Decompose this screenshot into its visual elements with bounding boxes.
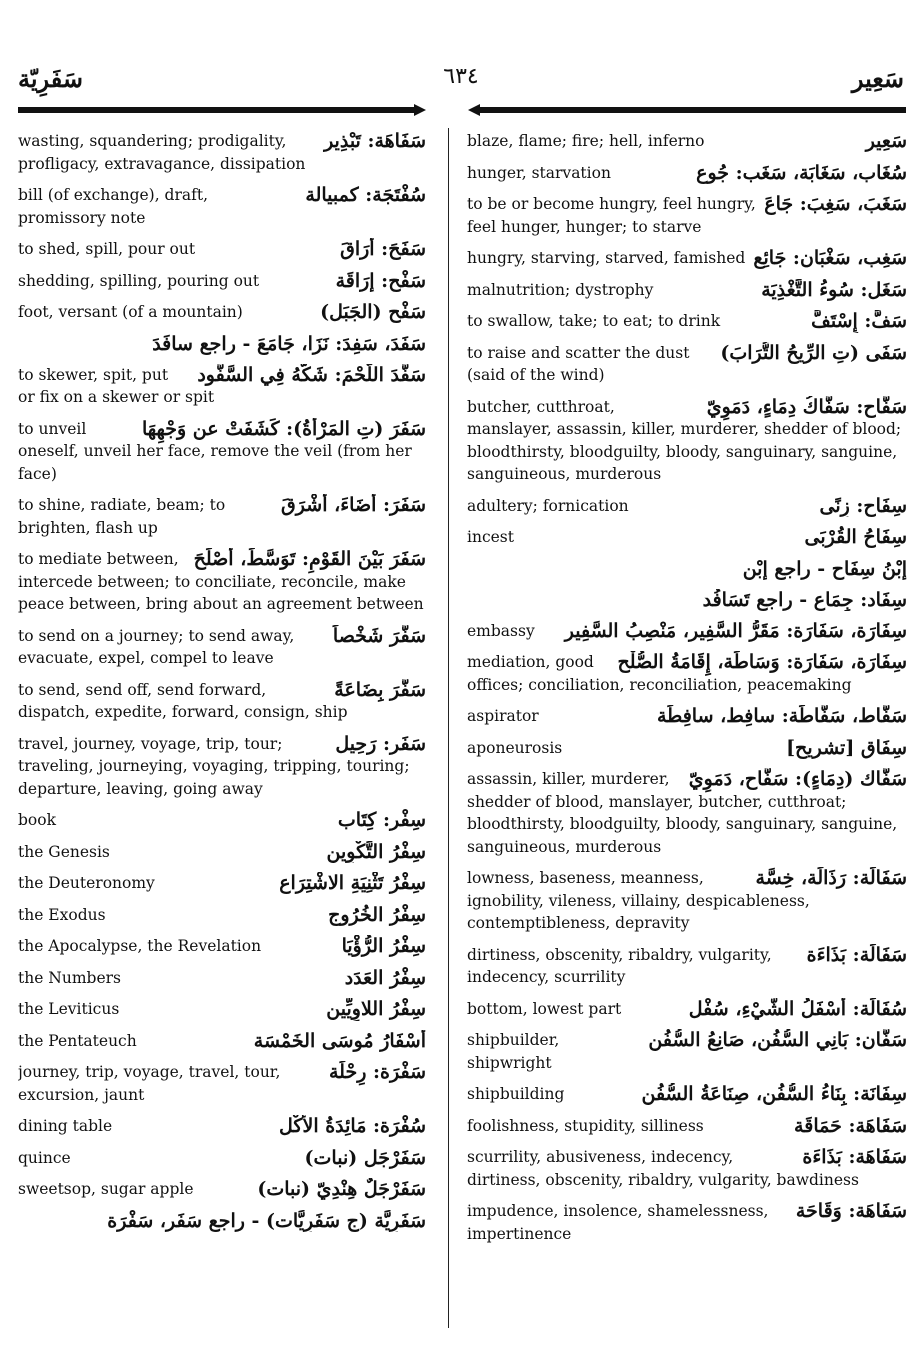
- arabic-headword: سَفَّ: إِسْتَفَّ: [811, 310, 907, 332]
- dictionary-entry: [18, 1115, 426, 1138]
- dictionary-entry: [467, 1029, 907, 1074]
- english-definition: book: [18, 811, 56, 829]
- arabic-headword: سُفْتَجَة: كمبيالة: [305, 184, 426, 206]
- arabic-headword: سِفَاد: جِمَاع - راجع تَسَافُد: [702, 588, 907, 611]
- page-header: [18, 64, 904, 94]
- dictionary-entry: [467, 998, 907, 1021]
- dictionary-entry: [18, 679, 426, 724]
- dictionary-entry: [18, 548, 426, 616]
- dictionary-entry: [467, 1146, 907, 1191]
- english-definition: malnutrition; dystrophy: [467, 280, 654, 299]
- arabic-headword: سَفَّرَ بِضَاعَةً: [334, 678, 426, 701]
- english-definition: bill (of exchange), draft, promissory note: [18, 186, 209, 227]
- english-definition: to skewer, spit, put or fix on a skewer or spit: [18, 365, 215, 406]
- arabic-headword: سَفَّدَ اللَّحْمَ: شَكَّهُ فِي السَّفُّود: [197, 363, 426, 386]
- arabic-headword: سِفَاق [تشريح]: [786, 736, 907, 759]
- arabic-headword: سِفْرُ اللاوِيِّين: [326, 998, 426, 1020]
- arabic-headword: سَفَاهَة: حَمَاقَة: [794, 1114, 907, 1137]
- arabic-headword: سَعِير: [865, 130, 907, 152]
- arabic-headword: إِبْنُ سِفَاح - راجع إِبْن: [742, 557, 907, 580]
- english-definition: to raise and scatter the dust (said of the wind): [467, 343, 690, 384]
- english-definition: wasting, squandering; prodigality, profligacy, extravagance, dissipation: [18, 132, 306, 173]
- arabic-headword: سِفْرُ التَّكْوِين: [326, 840, 426, 863]
- dictionary-entry: [467, 867, 907, 935]
- english-definition: scurrility, abusiveness, indecency, dirtiness, obscenity, ribaldry, vulgarity, bawdiness: [467, 1148, 859, 1189]
- english-definition: to shine, radiate, beam; to brighten, flash up: [18, 496, 226, 537]
- dictionary-entry: [467, 1200, 907, 1245]
- dictionary-entry: [467, 651, 907, 696]
- arabic-headword: سِفَانَة: بِنَاءُ السُّفُن، صِنَاعَةُ السُّفُن: [641, 1083, 907, 1105]
- english-definition: foot, versant (of a mountain): [18, 303, 243, 321]
- arabic-headword: سُفْرَة: مَائِدَةُ الأَكْل: [279, 1115, 426, 1137]
- english-definition: travel, journey, voyage, trip, tour; traveling, journeying, voyaging, tripping, touring; departure, leaving, going away: [18, 734, 410, 798]
- dictionary-entry: [467, 558, 907, 580]
- arabic-headword: سَفَرْجَل (نبات): [304, 1146, 426, 1169]
- english-definition: the Leviticus: [18, 1000, 120, 1018]
- dictionary-entry: [18, 130, 426, 175]
- english-definition: lowness, baseness, meanness, ignobility, vileness, villainy, despicableness, contemptibleness, depravity: [467, 869, 810, 932]
- english-definition: to send on a journey; to send away, evacuate, expel, compel to leave: [18, 626, 295, 667]
- dictionary-entry: [18, 364, 426, 409]
- dictionary-entry: [467, 193, 907, 238]
- english-definition: the Apocalypse, the Revelation: [18, 937, 262, 955]
- arabic-headword: سِفْر: كِتَاب: [337, 809, 426, 831]
- arabic-headword: سَفَر: رَحِيل: [335, 732, 426, 755]
- arabic-headword: سَفَّرَ شَخْصاً: [332, 624, 426, 647]
- dictionary-entry: [467, 944, 907, 989]
- english-definition: the Genesis: [18, 842, 110, 861]
- arabic-headword: سِفْرُ الرُّؤْيَا: [341, 935, 426, 957]
- dictionary-entry: [467, 1083, 907, 1106]
- dictionary-entry: [467, 737, 907, 760]
- dictionary-entry: [18, 733, 426, 801]
- english-definition: journey, trip, voyage, travel, tour, excursion, jaunt: [18, 1063, 281, 1104]
- english-definition: to shed, spill, pour out: [18, 240, 196, 258]
- english-definition: the Pentateuch: [18, 1031, 137, 1050]
- dictionary-entry: [467, 130, 907, 153]
- english-definition: bottom, lowest part: [467, 999, 622, 1018]
- dictionary-entry: [467, 310, 907, 333]
- arabic-headword: سَفَرْجَلٌ هِنْدِيّ (نبات): [257, 1178, 426, 1200]
- dictionary-entry: [18, 494, 426, 539]
- dictionary-entry: [18, 998, 426, 1021]
- arabic-headword: سِفَارَة، سَفَارَة: وَسَاطَة، إِقَامَةُ الصُّلْح: [617, 651, 907, 673]
- english-definition: butcher, cutthroat, manslayer, assassin, killer, murderer, shedder of blood; bloodthirsty, bloodguilty, bloody, sanguinary, sanguine, sanguineous, murderous: [467, 397, 902, 483]
- arabic-headword: سَفْح: إِرَاقَة: [335, 269, 426, 292]
- english-definition: quince: [18, 1148, 71, 1167]
- english-definition: foolishness, stupidity, silliness: [467, 1116, 704, 1135]
- arabic-headword: سِفَاحُ القُرْبَى: [804, 526, 907, 548]
- left-guide-word: سَفَرِيّة: [18, 64, 84, 93]
- dictionary-entry: [467, 705, 907, 728]
- arabic-headword: سَفَاهَة: بَذَاءَة: [802, 1146, 907, 1168]
- dictionary-entry: [18, 967, 426, 990]
- english-definition: shipbuilder, shipwright: [467, 1031, 560, 1072]
- english-definition: to unveil oneself, unveil her face, remove the veil (from her face): [18, 419, 412, 483]
- dictionary-entry: [18, 1147, 426, 1170]
- dictionary-entry: [18, 625, 426, 670]
- left-column: [18, 130, 426, 1241]
- arabic-headword: أَسْفَارُ مُوسَى الخَمْسَة: [253, 1029, 426, 1052]
- dictionary-entry: [467, 620, 907, 643]
- english-definition: to swallow, take; to eat; to drink: [467, 312, 721, 330]
- dictionary-entry: [467, 279, 907, 302]
- english-definition: impudence, insolence, shamelessness, impertinence: [467, 1202, 769, 1243]
- arabic-headword: سَغِب، سَغْبَان: جَائِع: [753, 247, 907, 269]
- arabic-headword: سَفَالَة: رَذَالَة، خِسَّة: [755, 867, 907, 889]
- english-definition: sweetsop, sugar apple: [18, 1180, 194, 1198]
- arabic-headword: سَفَاهَة: تَبْذِير: [324, 130, 426, 152]
- arabic-headword: سَفَحَ: أَرَاقَ: [340, 238, 426, 260]
- arabic-headword: سِفْرُ تَثْنِيَةِ الاشْتِرَاع: [279, 872, 426, 894]
- dictionary-entry: [18, 238, 426, 261]
- arabic-headword: سَفَرَ بَيْنَ القَوْمِ: تَوَسَّطَ، أَصْلَحَ: [193, 548, 426, 570]
- dictionary-entry: [18, 333, 426, 355]
- dictionary-entry: [18, 270, 426, 293]
- arabic-headword: سَفَرِيَّة (ج سَفَرِيَّات) - راجع سَفَر، سَفْرَة: [107, 1209, 426, 1232]
- arabic-headword: سَفَرَ (تِ المَرْأَةُ): كَشَفَتْ عن وَجْهِهَا: [141, 417, 426, 440]
- dictionary-entry: [18, 1210, 426, 1232]
- dictionary-entry: [18, 809, 426, 832]
- arabic-headword: سِفَاح: زِنًى: [819, 494, 907, 517]
- english-definition: aponeurosis: [467, 738, 563, 757]
- arabic-headword: سَفَالَة: بَذَاءَة: [806, 943, 907, 966]
- arabic-headword: سَفَّاح: سَفَّاكُ دِمَاءٍ، دَمَوِيّ: [706, 395, 907, 418]
- english-definition: blaze, flame; fire; hell, inferno: [467, 132, 705, 150]
- dictionary-entry: [18, 904, 426, 927]
- english-definition: adultery; fornication: [467, 496, 629, 515]
- dictionary-entry: [467, 768, 907, 858]
- arabic-headword: سَفْرَة: رِحْلَة: [329, 1061, 426, 1083]
- arabic-headword: سَفَّان: بَانِي السُّفُن، صَانِعُ السُّفُن: [648, 1029, 907, 1051]
- english-definition: hunger, starvation: [467, 163, 611, 182]
- english-definition: to send, send off, send forward, dispatch, expedite, forward, consign, ship: [18, 680, 348, 721]
- arabic-headword: سَفْح (الجَبَل): [320, 301, 426, 323]
- arabic-headword: سُغَاب، سَغَابَة، سَغَب: جُوع: [696, 161, 907, 184]
- column-divider: [448, 128, 449, 1328]
- dictionary-entry: [18, 301, 426, 324]
- english-definition: dirtiness, obscenity, ribaldry, vulgarity, indecency, scurrility: [467, 945, 772, 986]
- arabic-headword: سُفَالَة: أَسْفَلُ الشَّيْءِ، سُفْل: [688, 997, 907, 1020]
- english-definition: to mediate between, intercede between; to conciliate, reconcile, make peace between, bring about an agreement between: [18, 550, 424, 613]
- arabic-headword: سِفَارَة، سَفَارَة: مَقَرُّ السَّفِير، مَنْصِبُ السَّفِير: [564, 619, 907, 642]
- dictionary-entry: [18, 184, 426, 229]
- arabic-headword: سَفَدَ، سَفِدَ: نَزَا، جَامَعَ - راجع سافَدَ: [152, 332, 426, 355]
- arabic-headword: سَفَاهَة: وَقَاحَة: [795, 1200, 907, 1222]
- dictionary-entry: [18, 935, 426, 958]
- dictionary-entry: [18, 418, 426, 486]
- english-definition: shedding, spilling, pouring out: [18, 271, 260, 290]
- right-column: [467, 130, 907, 1254]
- arabic-headword: سِفْرُ العَدَد: [344, 966, 426, 989]
- dictionary-entry: [18, 1178, 426, 1201]
- english-definition: the Numbers: [18, 968, 122, 987]
- dictionary-entry: [467, 342, 907, 387]
- dictionary-entry: [467, 162, 907, 185]
- arabic-headword: سَفَرَ: أَضَاءَ، أَشْرَقَ: [281, 494, 426, 516]
- arabic-headword: سَفَّاك (دِمَاءٍ): سَفَّاح، دَمَوِيّ: [688, 768, 907, 790]
- english-definition: embassy: [467, 621, 535, 640]
- header-rule-left: [18, 104, 426, 116]
- right-guide-word: سَعِير: [851, 64, 904, 93]
- dictionary-entry: [18, 841, 426, 864]
- header-rule-right: [468, 104, 906, 116]
- dictionary-entry: [467, 495, 907, 518]
- english-definition: assassin, killer, murderer, shedder of blood, manslayer, butcher, cutthroat; bloodthirsty, bloodguilty, bloody, sanguinary, sanguine, sanguineous, murderous: [467, 770, 898, 856]
- english-definition: aspirator: [467, 707, 539, 725]
- dictionary-entry: [18, 1061, 426, 1106]
- dictionary-entry: [18, 872, 426, 895]
- english-definition: to be or become hungry, feel hungry, feel hunger, hunger; to starve: [467, 195, 756, 236]
- english-definition: mediation, good offices; conciliation, reconciliation, peacemaking: [467, 653, 852, 694]
- english-definition: the Deuteronomy: [18, 874, 155, 892]
- dictionary-entry: [18, 1030, 426, 1053]
- page-number: ٦٣٤: [443, 64, 479, 89]
- arabic-headword: سَفَى (تِ الرِّيحُ التُّرَابَ): [720, 341, 907, 364]
- english-definition: dining table: [18, 1117, 113, 1135]
- english-definition: incest: [467, 528, 514, 546]
- dictionary-entry: [467, 589, 907, 611]
- dictionary-entry: [467, 1115, 907, 1138]
- arabic-headword: سَغَل: سُوءُ التَّغْذِيَة: [761, 278, 907, 301]
- dictionary-entry: [467, 396, 907, 486]
- dictionary-entry: [467, 526, 907, 549]
- english-definition: the Exodus: [18, 905, 106, 924]
- arabic-headword: سِفْرُ الخُرُوج: [328, 903, 426, 926]
- english-definition: hungry, starving, starved, famished: [467, 249, 746, 267]
- english-definition: shipbuilding: [467, 1085, 565, 1103]
- arabic-headword: سَفَّاط، سَفَّاطَة: سافِط، سافِطَة: [656, 705, 907, 727]
- arabic-headword: سَغَبَ، سَغِبَ: جَاعَ: [764, 193, 907, 215]
- dictionary-entry: [467, 247, 907, 270]
